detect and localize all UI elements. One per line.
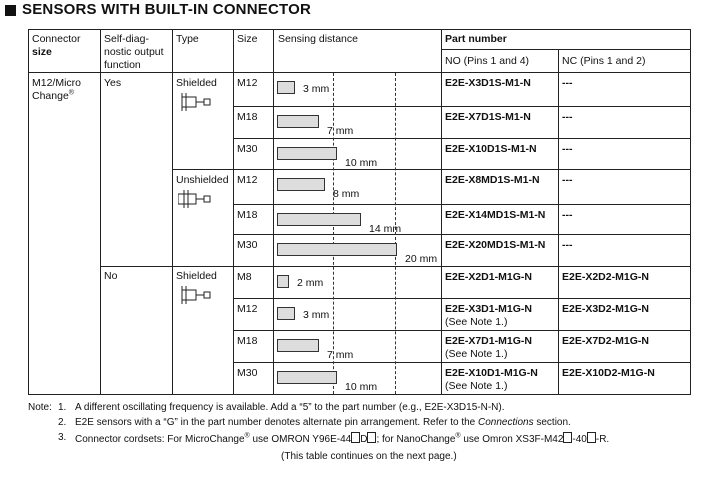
size-cell: M30 [237,239,258,251]
header-connector-size: size [32,46,52,58]
part-number-nc: E2E-X2D2-M1G-N [562,271,649,283]
sensing-distance-bar [277,307,295,320]
sensing-distance-bar [277,275,289,288]
type-unshielded: Unshielded [176,174,229,186]
header-self-diag: Self-diag- [104,33,149,45]
note-2: E2E sensors with a “G” in the part number denotes alternate pin arrangement. Refer to the Connections section. [75,417,571,428]
table-continues-note: (This table continues on the next page.) [281,451,457,462]
table-rule [233,138,691,139]
see-note: (See Note 1.) [445,348,508,360]
header-self-diag: nostic output [104,46,164,58]
note-number: 2. [58,417,67,428]
header-connector: Connector [32,33,81,45]
table-rule [233,204,691,205]
table-border-left [28,29,29,395]
sensing-distance-label: 20 mm [405,253,438,265]
sensing-distance-label: 7 mm [327,125,354,137]
shielded-sensor-icon [178,284,218,306]
part-number-nc: --- [562,239,573,251]
dashed-guide [333,73,334,394]
sensing-distance-bar [277,339,319,352]
sensing-distance-label: 2 mm [297,277,324,289]
part-number-no: E2E-X10D1-M1G-N [445,367,538,379]
sensing-distance-bar [277,81,295,94]
part-number-no: E2E-X8MD1S-M1-N [445,174,540,186]
note-number: 1. [58,402,67,413]
sensing-distance-bar [277,115,319,128]
sensing-distance-label: 14 mm [369,223,402,235]
table-col-rule [172,29,173,395]
table-header-rule [28,72,691,73]
part-number-no: E2E-X3D1-M1G-N [445,303,532,315]
title-square-icon [5,5,16,16]
part-number-nc: --- [562,209,573,221]
table-rule [233,298,691,299]
part-number-no: E2E-X14MD1S-M1-N [445,209,546,221]
table-border-right [690,29,691,395]
note-3: Connector cordsets: For MicroChange® use OMRON Y96E-44 D ; for NanoChange® use Omron XS3F-M42 -40 -R. [75,432,610,445]
type-shielded: Shielded [176,270,217,282]
header-no: NO (Pins 1 and 4) [445,55,530,67]
table-col-rule [273,29,274,395]
part-number-nc: --- [562,111,573,123]
connector-size-value: M12/Micro [32,77,82,89]
sensing-distance-label: 3 mm [303,83,330,95]
connector-size-value: Change® [32,89,74,102]
type-shielded: Shielded [176,77,217,89]
table-rule [233,106,691,107]
note-number: 3. [58,432,67,443]
header-sensing-distance: Sensing distance [278,33,358,45]
size-cell: M30 [237,143,258,155]
part-number-no: E2E-X7D1-M1G-N [445,335,532,347]
sensing-distance-label: 7 mm [327,349,354,361]
header-type: Type [176,33,199,45]
sensing-distance-label: 3 mm [303,309,330,321]
size-cell: M12 [237,303,258,315]
part-number-no: E2E-X7D1S-M1-N [445,111,531,123]
table-rule [233,330,691,331]
part-number-nc: --- [562,143,573,155]
notes-label: Note: [28,402,52,413]
shielded-sensor-icon [178,91,218,113]
part-number-no: E2E-X20MD1S-M1-N [445,239,546,251]
self-diag-yes: Yes [104,77,122,89]
part-number-no: E2E-X10D1S-M1-N [445,143,537,155]
header-nc: NC (Pins 1 and 2) [562,55,646,67]
part-number-nc: --- [562,174,573,186]
part-number-no: E2E-X3D1S-M1-N [445,77,531,89]
table-rule [233,234,691,235]
notes [28,402,698,462]
part-number-nc: E2E-X7D2-M1G-N [562,335,649,347]
size-cell: M12 [237,174,258,186]
part-number-nc: E2E-X3D2-M1G-N [562,303,649,315]
self-diag-no: No [104,270,118,282]
sensing-distance-bar [277,371,337,384]
table-rule [233,362,691,363]
header-part-number: Part number [445,33,507,45]
table-col-rule [100,29,101,395]
sensing-distance-label: 10 mm [345,157,378,169]
sensing-distance-bar [277,213,361,226]
page-title: SENSORS WITH BUILT-IN CONNECTOR [22,1,311,18]
see-note: (See Note 1.) [445,380,508,392]
table-col-rule [441,29,442,395]
header-size: Size [237,33,258,45]
size-cell: M8 [237,271,252,283]
part-number-no: E2E-X2D1-M1G-N [445,271,532,283]
sensing-distance-bar [277,147,337,160]
part-number-nc: --- [562,77,573,89]
sensing-distance-bar [277,243,397,256]
sensing-distance-label: 10 mm [345,381,378,393]
table-border-top [28,29,691,30]
see-note: (See Note 1.) [445,316,508,328]
table-col-rule [558,49,559,395]
registered-mark: ® [68,89,74,97]
size-cell: M18 [237,335,258,347]
table-col-rule [233,29,234,395]
sensing-distance-label: 8 mm [333,188,360,200]
part-number-nc: E2E-X10D2-M1G-N [562,367,655,379]
header-self-diag: function [104,59,141,71]
size-cell: M30 [237,367,258,379]
table-rule [172,169,691,170]
note-1: A different oscillating frequency is available. Add a “5” to the part number (e.g., E2E-X3D15-N-N). [75,402,505,413]
part-number-table [28,29,691,395]
size-cell: M18 [237,111,258,123]
unshielded-sensor-icon [178,188,218,210]
size-cell: M12 [237,77,258,89]
table-rule [441,49,691,50]
size-cell: M18 [237,209,258,221]
table-border-bottom [28,394,691,395]
sensing-distance-bar [277,178,325,191]
